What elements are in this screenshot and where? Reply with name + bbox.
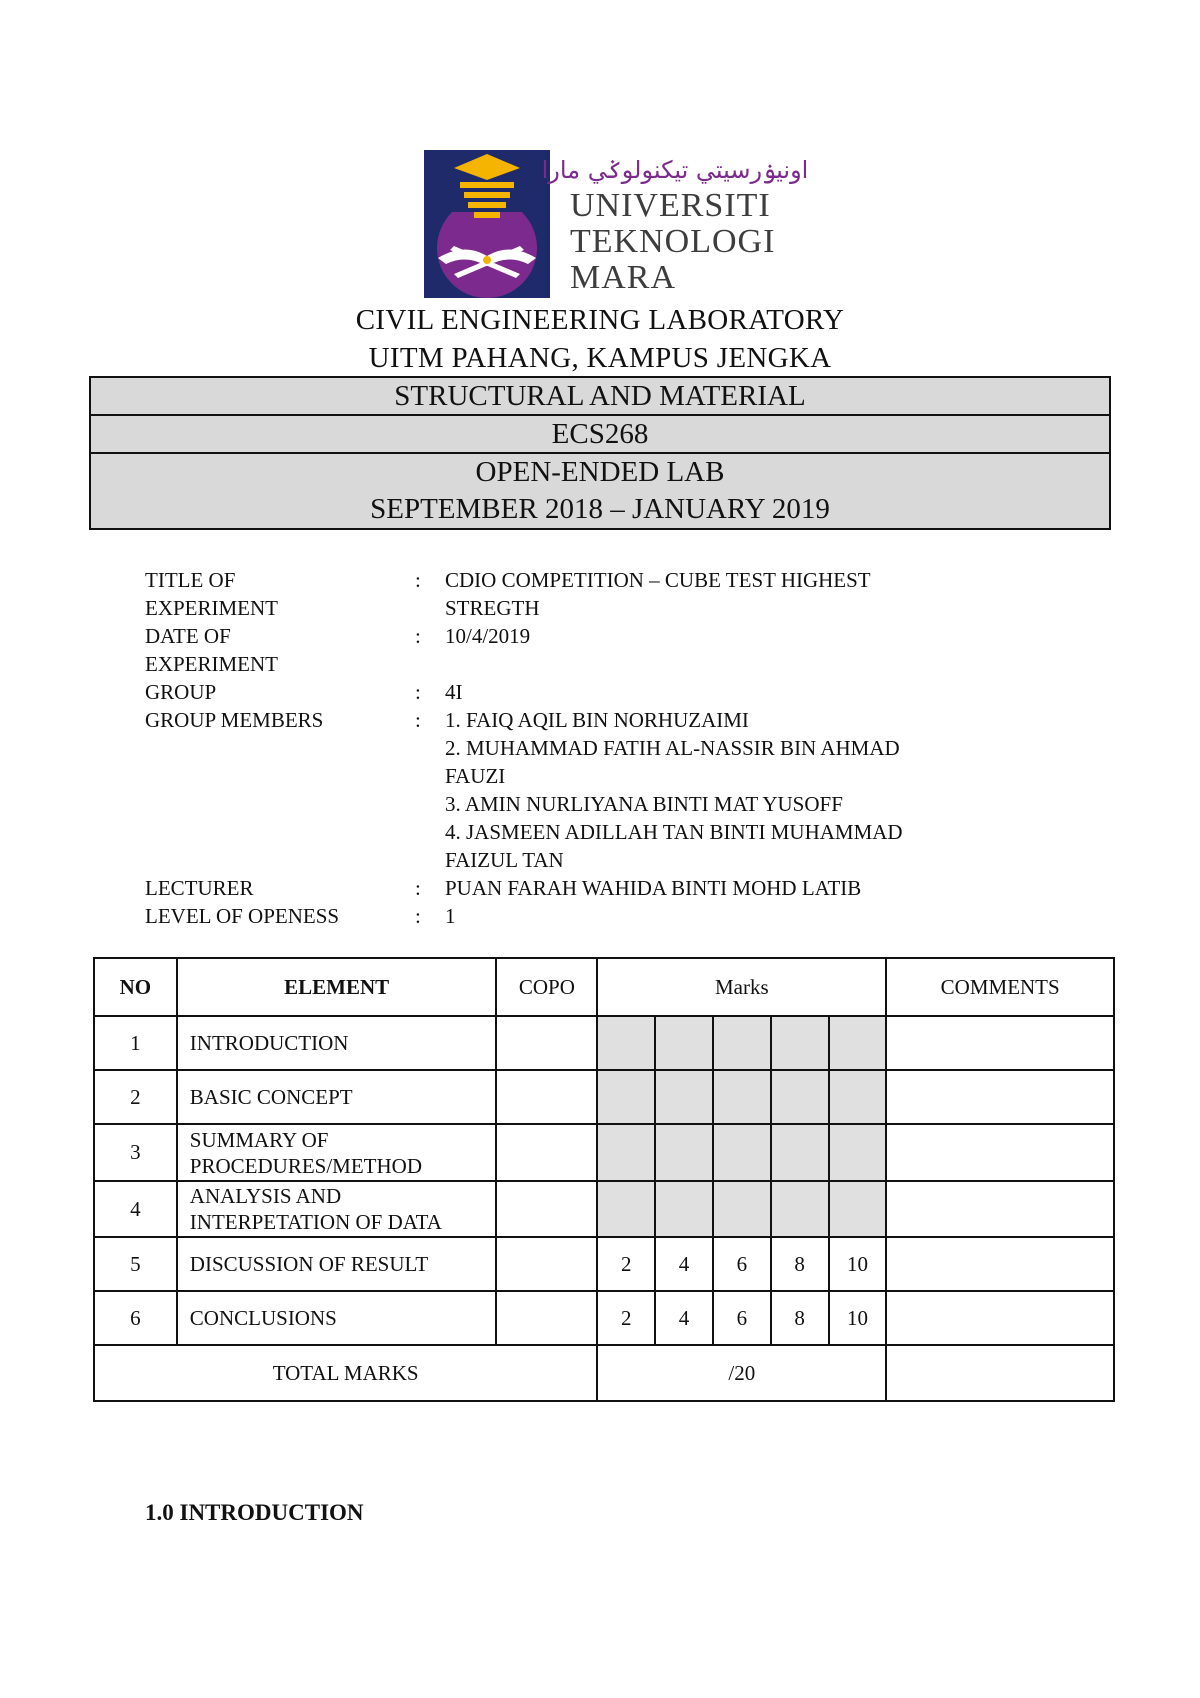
table-row — [94, 1016, 1114, 1070]
member-line: 4. JASMEEN ADILLAH TAN BINTI MUHAMMAD — [445, 820, 903, 844]
course-boxes — [89, 376, 1111, 530]
mark-cell — [655, 1181, 713, 1237]
copo-cell[interactable] — [496, 1181, 597, 1237]
mark-cell — [655, 1016, 713, 1070]
member-line: FAUZI — [445, 764, 506, 788]
comments-cell[interactable] — [886, 1181, 1114, 1237]
colon: : — [415, 680, 421, 704]
mark-cell — [597, 1016, 655, 1070]
row-element: DISCUSSION OF RESULT — [177, 1237, 497, 1291]
lab-type: OPEN-ENDED LAB — [475, 456, 725, 488]
uitm-emblem-icon — [424, 150, 550, 298]
mark-option[interactable]: 2 — [597, 1291, 655, 1345]
section-heading: 1.0 INTRODUCTION — [145, 1500, 364, 1525]
total-label: TOTAL MARKS — [94, 1345, 597, 1401]
table-row — [94, 1291, 1114, 1345]
row-element: SUMMARY OF PROCEDURES/METHOD — [177, 1124, 497, 1181]
table-header-row — [94, 958, 1114, 1016]
course-code-box: ECS268 — [89, 414, 1111, 452]
mark-cell — [829, 1124, 887, 1181]
info-row-date — [145, 622, 1045, 678]
logo-jawi-text — [541, 150, 809, 188]
colon: : — [415, 904, 421, 928]
mark-cell — [771, 1016, 829, 1070]
group-label: GROUP — [145, 680, 217, 704]
mark-option[interactable]: 4 — [655, 1291, 713, 1345]
title-label-1: TITLE OF — [145, 568, 236, 592]
session-period: SEPTEMBER 2018 – JANUARY 2019 — [370, 493, 830, 525]
header-no: NO — [94, 958, 177, 1016]
table-row — [94, 1237, 1114, 1291]
row-element: INTRODUCTION — [177, 1016, 497, 1070]
comments-cell[interactable] — [886, 1237, 1114, 1291]
row-no: 5 — [94, 1237, 177, 1291]
header-marks: Marks — [597, 958, 886, 1016]
colon: : — [415, 708, 421, 732]
mark-cell — [829, 1070, 887, 1124]
title-label-2: EXPERIMENT — [145, 596, 278, 620]
mark-cell — [713, 1181, 771, 1237]
row-element: BASIC CONCEPT — [177, 1070, 497, 1124]
title-value-1: CDIO COMPETITION – CUBE TEST HIGHEST — [445, 568, 871, 592]
copo-cell[interactable] — [496, 1237, 597, 1291]
marking-table — [93, 957, 1115, 1402]
uitm-logo — [424, 150, 809, 298]
mark-option[interactable]: 8 — [771, 1237, 829, 1291]
member-line: 2. MUHAMMAD FATIH AL-NASSIR BIN AHMAD — [445, 736, 900, 760]
date-value: 10/4/2019 — [445, 624, 531, 648]
copo-cell[interactable] — [496, 1016, 597, 1070]
info-row-openess — [145, 902, 1045, 930]
mark-option[interactable]: 6 — [713, 1291, 771, 1345]
info-row-group — [145, 678, 1045, 706]
date-label-1: DATE OF — [145, 624, 231, 648]
mark-option[interactable]: 10 — [829, 1237, 887, 1291]
lecturer-label: LECTURER — [145, 876, 254, 900]
row-no: 3 — [94, 1124, 177, 1181]
mark-cell — [597, 1124, 655, 1181]
colon: : — [415, 624, 421, 648]
member-line: 3. AMIN NURLIYANA BINTI MAT YUSOFF — [445, 792, 843, 816]
logo-word-universiti: UNIVERSITI — [570, 187, 771, 224]
title-value-2: STREGTH — [445, 596, 540, 620]
mark-option[interactable]: 4 — [655, 1237, 713, 1291]
colon: : — [415, 568, 421, 592]
experiment-info — [145, 566, 1045, 930]
mark-option[interactable]: 6 — [713, 1237, 771, 1291]
comments-cell[interactable] — [886, 1016, 1114, 1070]
svg-text:اونيۏرسيتي تيكنولوݢي مارا: اونيۏرسيتي تيكنولوݢي مارا — [541, 156, 809, 184]
comments-cell[interactable] — [886, 1291, 1114, 1345]
openess-label: LEVEL OF OPENESS — [145, 904, 340, 928]
mark-cell — [713, 1070, 771, 1124]
table-row — [94, 1070, 1114, 1124]
mark-cell — [771, 1181, 829, 1237]
mark-cell — [771, 1124, 829, 1181]
member-line: 1. FAIQ AQIL BIN NORHUZAIMI — [445, 708, 749, 732]
group-value: 4I — [445, 680, 463, 704]
mark-cell — [829, 1181, 887, 1237]
lab-title: CIVIL ENGINEERING LABORATORY — [355, 304, 845, 336]
mark-cell — [713, 1124, 771, 1181]
lecturer-value: PUAN FARAH WAHIDA BINTI MOHD LATIB — [445, 876, 862, 900]
mark-option[interactable]: 10 — [829, 1291, 887, 1345]
mark-option[interactable]: 8 — [771, 1291, 829, 1345]
row-element: CONCLUSIONS — [177, 1291, 497, 1345]
openess-value: 1 — [445, 904, 456, 928]
total-row — [94, 1345, 1114, 1401]
comments-cell[interactable] — [886, 1070, 1114, 1124]
mark-cell — [771, 1070, 829, 1124]
mark-cell — [655, 1070, 713, 1124]
table-row — [94, 1181, 1114, 1237]
copo-cell[interactable] — [496, 1070, 597, 1124]
mark-cell — [829, 1016, 887, 1070]
mark-cell — [655, 1124, 713, 1181]
info-row-lecturer — [145, 874, 1045, 902]
campus-title: UITM PAHANG, KAMPUS JENGKA — [368, 342, 832, 374]
mark-cell — [597, 1181, 655, 1237]
info-row-title — [145, 566, 1045, 622]
comments-cell[interactable] — [886, 1124, 1114, 1181]
row-element: ANALYSIS AND INTERPETATION OF DATA — [177, 1181, 497, 1237]
row-no: 2 — [94, 1070, 177, 1124]
total-value: /20 — [597, 1345, 886, 1401]
mark-cell — [597, 1070, 655, 1124]
copo-cell[interactable] — [496, 1124, 597, 1181]
lab-session-box — [89, 452, 1111, 530]
logo-word-teknologi: TEKNOLOGI — [570, 223, 776, 260]
logo-word-mara: MARA — [570, 259, 677, 296]
header-comments: COMMENTS — [886, 958, 1114, 1016]
member-line: FAIZUL TAN — [445, 848, 564, 872]
mark-option[interactable]: 2 — [597, 1237, 655, 1291]
info-row-members — [145, 706, 1045, 874]
row-no: 4 — [94, 1181, 177, 1237]
mark-cell — [713, 1016, 771, 1070]
copo-cell[interactable] — [496, 1291, 597, 1345]
date-label-2: EXPERIMENT — [145, 652, 278, 676]
row-no: 6 — [94, 1291, 177, 1345]
colon: : — [415, 876, 421, 900]
header-element: ELEMENT — [177, 958, 497, 1016]
header-copo: COPO — [496, 958, 597, 1016]
row-no: 1 — [94, 1016, 177, 1070]
members-label: GROUP MEMBERS — [145, 708, 324, 732]
subject-box: STRUCTURAL AND MATERIAL — [89, 376, 1111, 414]
total-comments-cell[interactable] — [886, 1345, 1114, 1401]
table-row — [94, 1124, 1114, 1181]
